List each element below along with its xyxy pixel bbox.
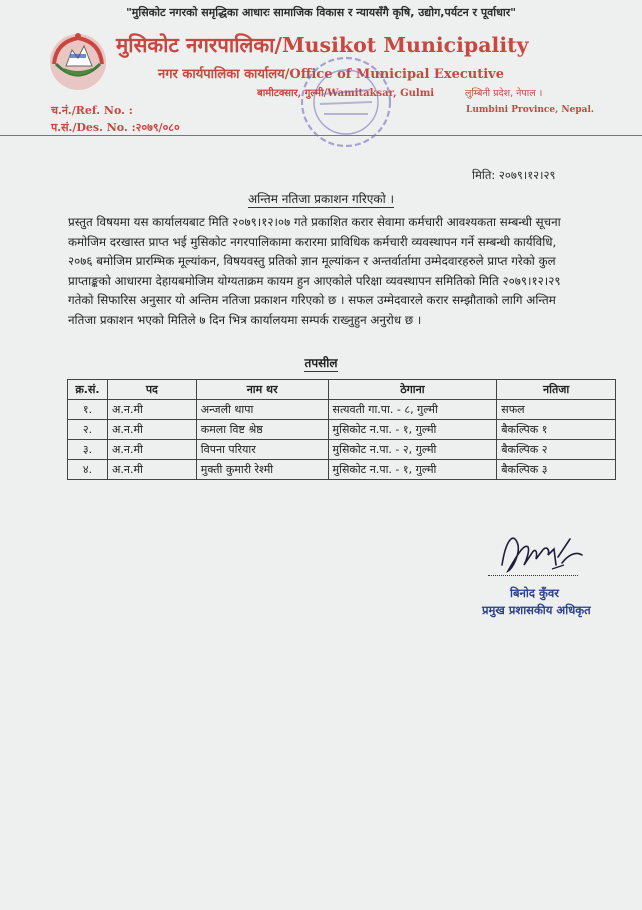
despatch-number: प.सं./Des. No. :२०७९/०८०: [51, 121, 180, 134]
province-english: Lumbini Province, Nepal.: [466, 105, 595, 115]
municipality-title: मुसिकोट नगरपालिका/Musikot Municipality: [116, 33, 529, 57]
name-cell: अन्जली थापा: [196, 400, 328, 420]
table-row: [68, 420, 616, 440]
notice-body-line: गतेको सिफारिस अनुसार यो अन्तिम नतिजा प्रकाशन गरिएको छ । सफल उम्मेदवारले करार सम्झौताको लागि अन्तिम: [68, 293, 556, 307]
notice-date: मिति: २०७९।१२।२९: [472, 168, 556, 182]
name-cell: कमला विष्ट श्रेष्ठ: [196, 420, 328, 440]
notice-body-line: कमोजिम दरखास्त प्राप्त भई मुसिकोट नगरपालिकामा करारमा प्राविधिक कर्मचारी व्यवस्थापन गर्ने सम्बन्धी कार्यविधि,: [68, 234, 557, 249]
municipality-motto: "मुसिकोट नगरको समृद्धिका आधारः सामाजिक विकास र न्यायसँगै कृषि, उद्योग,पर्यटन र पूर्वाधार": [126, 6, 516, 19]
notice-body-line: प्रस्तुत विषयमा यस कार्यालयबाट मिति २०७९।१२।०७ गते प्रकाशित करार सेवामा कर्मचारी आवश्यकता सम्बन्धी सूचना: [68, 215, 561, 229]
column-header: पद: [107, 380, 196, 400]
post-cell: अ.न.मी: [107, 440, 196, 460]
address-cell: मुसिकोट न.पा. - १, गुल्मी: [328, 460, 497, 480]
notice-body: [68, 213, 612, 330]
table-header-row: [68, 380, 616, 400]
column-header: ठेगाना: [328, 380, 497, 400]
table-heading: [0, 352, 642, 371]
address-cell: सत्यवती गा.पा. - ८, गुल्मी: [328, 400, 497, 420]
notice-body-line: नतिजा प्रकाशन भएको मितिले ७ दिन भित्र कार्यालयमा सम्पर्क राख्नुहुन अनुरोध छ ।: [68, 312, 422, 327]
signatory-name: बिनोद कुँवर: [510, 586, 559, 600]
post-cell: अ.न.मी: [107, 420, 196, 440]
signature-icon: [492, 525, 588, 585]
result-cell: सफल: [497, 400, 616, 420]
signature-line: [488, 575, 578, 576]
reference-number: च.नं./Ref. No. :: [51, 104, 133, 117]
serial-cell: २.: [68, 420, 108, 440]
post-cell: अ.न.मी: [107, 460, 196, 480]
serial-cell: १.: [68, 400, 108, 420]
result-cell: बैकल्पिक १: [497, 420, 616, 440]
results-table: [67, 379, 616, 480]
post-cell: अ.न.मी: [107, 400, 196, 420]
address-cell: मुसिकोट न.पा. - २, गुल्मी: [328, 440, 497, 460]
notice-heading-text: अन्तिम नतिजा प्रकाशन गरिएको ।: [247, 192, 395, 206]
office-seal-icon: [296, 52, 396, 152]
province-nepali: लुम्बिनी प्रदेश, नेपाल ।: [465, 88, 543, 99]
name-cell: विपना परियार: [196, 440, 328, 460]
serial-cell: ४.: [68, 460, 108, 480]
column-header: नतिजा: [497, 380, 616, 400]
column-header: नाम थर: [196, 380, 328, 400]
notice-heading: [0, 188, 642, 207]
notice-body-line: प्राप्ताङ्कको आधारमा देहायबमोजिम योग्यताक्रम कायम हुन आएकोले परिक्षा व्यवस्थापन समितिको मिति २०७९।१२।२९: [68, 273, 561, 288]
result-cell: बैकल्पिक २: [497, 440, 616, 460]
result-cell: बैकल्पिक ३: [497, 460, 616, 480]
signatory-title: प्रमुख प्रशासकीय अधिकृत: [482, 603, 591, 617]
letterhead-divider: [0, 135, 642, 136]
table-row: [68, 400, 616, 420]
office-subtitle: नगर कार्यपालिका कार्यालय/Office of Municipal Executive: [158, 67, 505, 82]
column-header: क्र.सं.: [68, 380, 108, 400]
name-cell: मुक्ती कुमारी रेश्मी: [196, 460, 328, 480]
address-cell: मुसिकोट न.पा. - १, गुल्मी: [328, 420, 497, 440]
table-row: [68, 460, 616, 480]
notice-body-line: २०७६ बमोजिम प्रारम्भिक मूल्यांकन, विषयवस्तु प्रतिको ज्ञान मूल्यांकन र अन्तर्वार्तामा उम्मेदवारहरुले प्राप्त गरेको कुल: [68, 254, 556, 268]
table-row: [68, 440, 616, 460]
nepal-emblem-icon: [46, 28, 110, 92]
office-address: बामीटक्सार, गुल्मी/Wamitaksar, Gulmi: [257, 88, 435, 99]
table-heading-text: तपसील: [304, 356, 338, 370]
serial-cell: ३.: [68, 440, 108, 460]
